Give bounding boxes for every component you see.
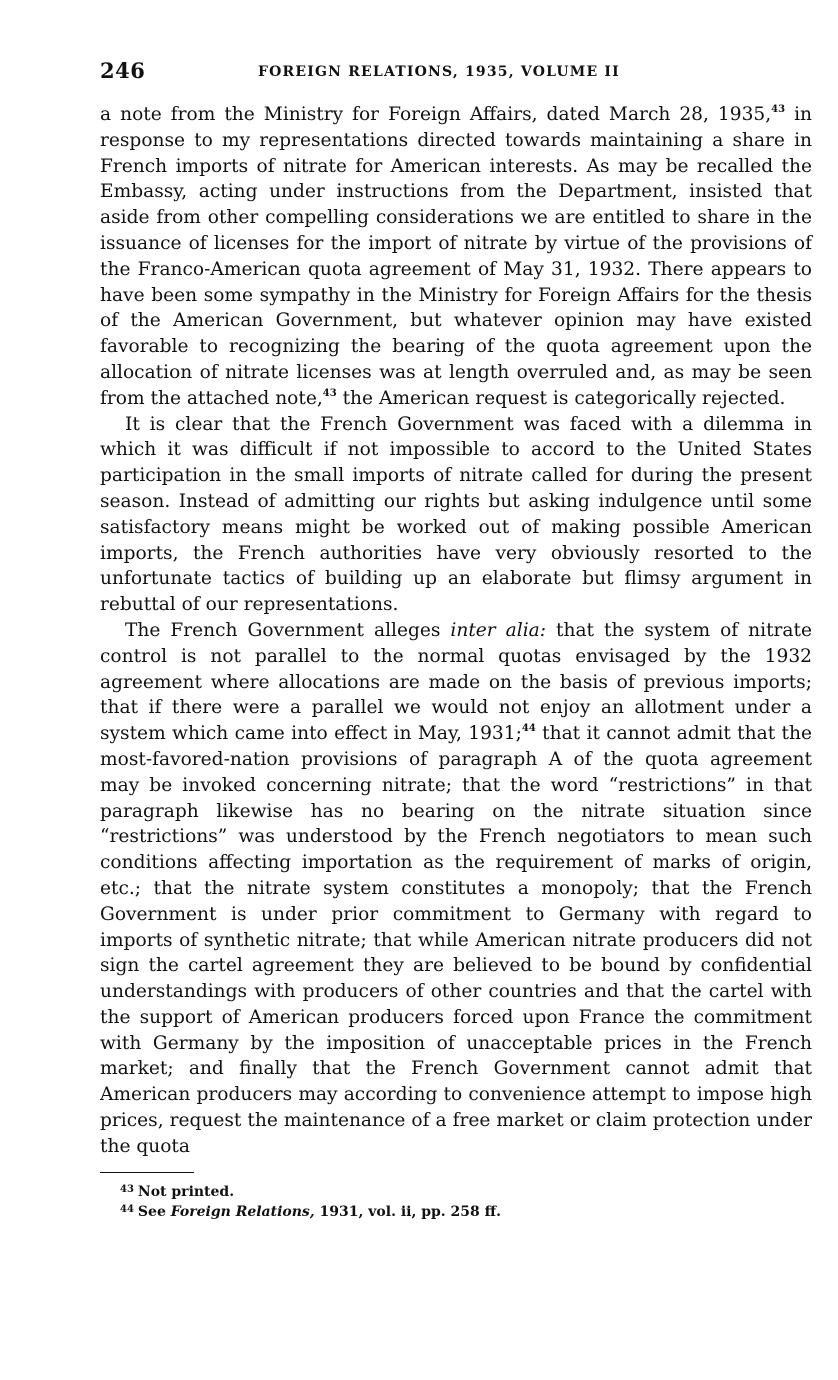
running-title: FOREIGN RELATIONS, 1935, VOLUME II [258,64,620,80]
footnote-reference: 43 [322,387,337,399]
footnote-text: 1931, vol. ii, pp. 258 ff. [314,1203,501,1220]
page-number: 246 [100,58,146,83]
paragraph-text: the American request is categorically rejected. [336,387,786,409]
paragraph-text: that it cannot admit that the most-favored-nation provisions of paragraph A of the quota agreement may be invoked concerning nitrate; that the word “restrictions” in that paragraph likewise has no bearing on the nitrate situation since “restrictions” was understood by the French negotiators to mean such conditions affecting importation as the requirement of marks of origin, etc.; that the nitrate system constitutes a monopoly; that the French Government is under prior commitment to Germany with regard to imports of synthetic nitrate; that while American nitrate producers did not sign the cartel agreement they are believed to be bound by confidential understandings with producers of other countries and that the cartel with the support of American producers forced upon France the commitment with Germany by the imposition of unacceptable prices in the French market; and finally that the French Government cannot admit that American producers may according to convenience attempt to impose high prices, request the maintenance of a free market or claim protection under the quota [100,723,812,1157]
paragraph [100,102,812,412]
paragraph: It is clear that the French Government was faced with a dilemma in which it was difficult if not impossible to accord to the United States participation in the small imports of nitrate called for during the present season. Instead of admitting our rights but asking indulgence until some satisfactory means might be worked out of making possible American imports, the French authorities have very obviously resorted to the unfortunate tactics of building up an elaborate but flimsy argument in rebuttal of our representations. [100,413,812,616]
running-head [100,58,812,88]
paragraph [100,618,812,1160]
footnote [120,1181,812,1201]
latin-phrase: inter alia: [450,619,547,641]
paragraph-text: that the system of nitrate control is not parallel to the normal quotas envisaged by the 1932 agreement where allocations are made on the basis of previous imports; that if there were a parallel we would not enjoy an allotment under a system which came into effect in May, 1931; [100,619,812,745]
footnotes [100,1181,812,1221]
document-page [100,58,812,1221]
footnote-citation-title: Foreign Relations, [170,1203,315,1220]
paragraph-text: in response to my representations directed towards maintaining a share in French imports of nitrate for American interests. As may be recalled the Embassy, acting under instructions from the Department, insisted that aside from other compelling considerations we are entitled to share in the issuance of licenses for the import of nitrate by virtue of the provisions of the Franco-American quota agreement of May 31, 1932. There appears to have been some sympathy in the Ministry for Foreign Affairs for the thesis of the American Government, but whatever opinion may have existed favorable to recognizing the bearing of the quota agreement upon the allocation of nitrate licenses was at length overruled and, as may be seen from the attached note, [100,104,812,409]
paragraph-text: The French Government alleges [125,619,451,641]
footnote-mark: 43 [120,1183,134,1195]
footnote-reference: 44 [521,723,536,735]
paragraph-text: a note from the Ministry for Foreign Affairs, dated March 28, 1935, [100,104,772,125]
footnote [120,1201,812,1221]
footnote-text: Not printed. [137,1183,235,1200]
footnote-divider [100,1172,194,1173]
footnote-mark: 44 [120,1203,134,1215]
footnote-reference: 43 [771,104,786,115]
body-text [100,102,812,1160]
footnote-text: See [137,1203,171,1220]
